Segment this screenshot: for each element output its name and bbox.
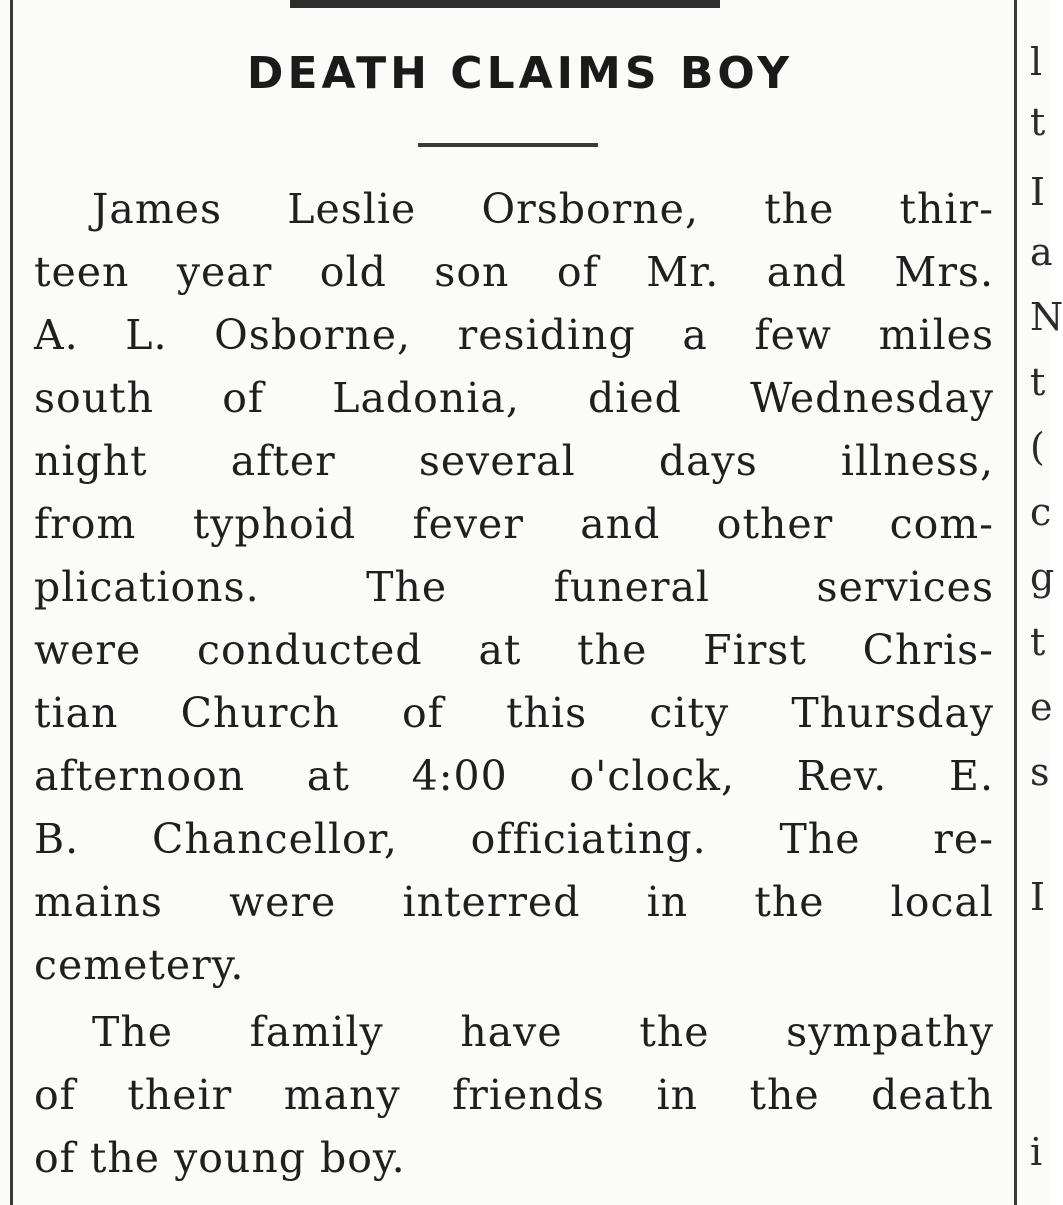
fragment-char: t [1030,100,1046,144]
article-body [34,178,994,1190]
fragment-char: e [1030,685,1053,729]
fragment-char: s [1030,750,1050,794]
article-line: James Leslie Orsborne, the thir- [92,185,994,233]
article-line: south of Ladonia, died Wednesday [34,374,994,422]
article-line: of the young boy. [34,1134,406,1182]
fragment-char: a [1030,230,1053,274]
fragment-char: g [1030,555,1055,599]
right-column-rule [1014,0,1017,1205]
article-line: B. Chancellor, officiating. The re- [34,815,994,863]
fragment-char: N [1030,295,1063,339]
article-line: from typhoid fever and other com- [34,500,994,548]
article-line: mains were interred in the local [34,878,994,926]
article-line: were conducted at the First Chris- [34,626,994,674]
fragment-char: ( [1030,425,1045,469]
fragment-char: t [1030,360,1046,404]
article-line: The family have the sympathy [92,1008,994,1056]
fragment-char: c [1030,490,1052,534]
article-line: plications. The funeral services [34,563,994,611]
left-column-rule [10,0,13,1205]
article-headline: DEATH CLAIMS BOY [246,48,794,99]
fragment-char: i [1030,1130,1043,1174]
fragment-char: t [1030,620,1046,664]
headline-divider [418,143,598,147]
article-line: afternoon at 4:00 o'clock, Rev. E. [34,752,994,800]
article-line: night after several days illness, [34,437,994,485]
article-line: cemetery. [34,941,245,989]
fragment-char: l [1030,40,1043,84]
fragment-char: I [1030,170,1046,214]
article-line: teen year old son of Mr. and Mrs. [34,248,994,296]
article-line: tian Church of this city Thursday [34,689,994,737]
top-separator-bar [290,0,720,8]
article-line: of their many friends in the death [34,1071,994,1119]
fragment-char: I [1030,875,1046,919]
article-line: A. L. Osborne, residing a few miles [34,311,994,359]
